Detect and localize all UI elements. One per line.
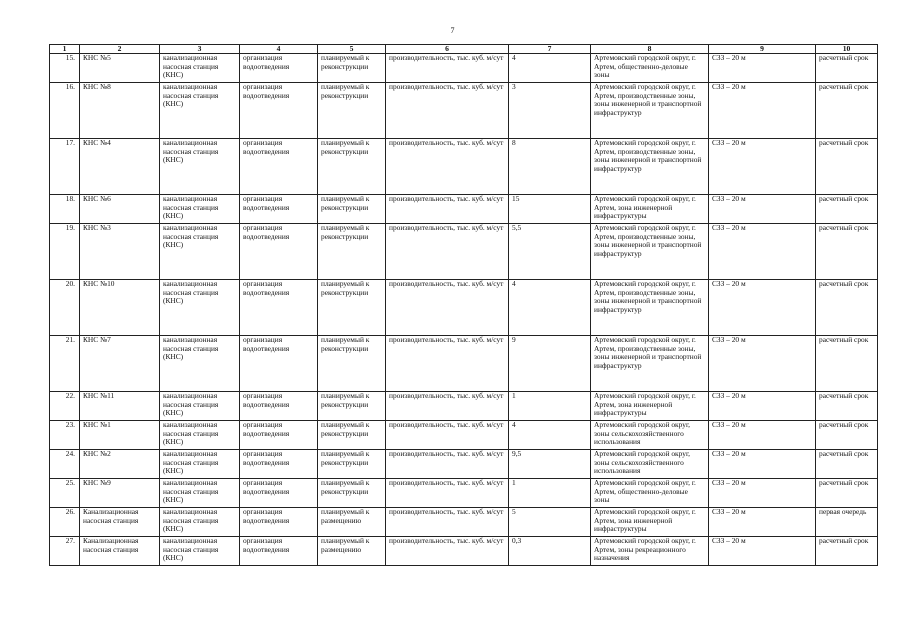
zone-cell: СЗЗ – 20 м [709,479,816,508]
status-cell: планируемый к реконструкции [318,421,386,450]
location-cell: Артемовский городской округ, г. Артем, производственные зоны, зоны инженерной и транспортной инфраструктур [591,280,709,336]
object-name-cell: КНС №3 [80,224,160,280]
purpose-cell: организация водоотведения [240,421,318,450]
term-cell: расчетный срок [816,421,878,450]
object-type-cell: канализационная насосная станция (КНС) [160,54,240,83]
status-cell: планируемый к реконструкции [318,224,386,280]
value-cell: 4 [509,421,591,450]
object-type-cell: канализационная насосная станция (КНС) [160,537,240,566]
table-row [50,537,878,566]
purpose-cell: организация водоотведения [240,508,318,537]
parameter-cell: производительность, тыс. куб. м/сут [386,508,509,537]
column-header: 6 [386,45,509,54]
parameter-cell: производительность, тыс. куб. м/сут [386,139,509,195]
location-cell: Артемовский городской округ, г. Артем, общественно-деловые зоны [591,54,709,83]
purpose-cell: организация водоотведения [240,537,318,566]
object-name-cell: КНС №8 [80,83,160,139]
term-cell: расчетный срок [816,479,878,508]
column-header: 8 [591,45,709,54]
row-number-cell: 24. [50,450,80,479]
purpose-cell: организация водоотведения [240,392,318,421]
term-cell: расчетный срок [816,450,878,479]
location-cell: Артемовский городской округ, г. Артем, производственные зоны, зоны инженерной и транспортной инфраструктур [591,224,709,280]
value-cell: 4 [509,54,591,83]
row-number-cell: 15. [50,54,80,83]
row-number-cell: 26. [50,508,80,537]
zone-cell: СЗЗ – 20 м [709,83,816,139]
purpose-cell: организация водоотведения [240,479,318,508]
term-cell: расчетный срок [816,195,878,224]
parameter-cell: производительность, тыс. куб. м/сут [386,537,509,566]
table-row [50,392,878,421]
object-type-cell: канализационная насосная станция (КНС) [160,450,240,479]
value-cell: 8 [509,139,591,195]
object-type-cell: канализационная насосная станция (КНС) [160,421,240,450]
table-row [50,450,878,479]
table-row [50,224,878,280]
column-header: 7 [509,45,591,54]
zone-cell: СЗЗ – 20 м [709,537,816,566]
object-name-cell: КНС №6 [80,195,160,224]
table-row [50,479,878,508]
column-header: 2 [80,45,160,54]
column-header: 9 [709,45,816,54]
value-cell: 15 [509,195,591,224]
row-number-cell: 18. [50,195,80,224]
object-type-cell: канализационная насосная станция (КНС) [160,195,240,224]
object-type-cell: канализационная насосная станция (КНС) [160,392,240,421]
term-cell: расчетный срок [816,280,878,336]
header-row [50,45,878,54]
purpose-cell: организация водоотведения [240,450,318,479]
location-cell: Артемовский городской округ, г. Артем, зона инженерной инфраструктуры [591,392,709,421]
status-cell: планируемый к реконструкции [318,195,386,224]
value-cell: 1 [509,479,591,508]
status-cell: планируемый к реконструкции [318,54,386,83]
zone-cell: СЗЗ – 20 м [709,421,816,450]
zone-cell: СЗЗ – 20 м [709,224,816,280]
parameter-cell: производительность, тыс. куб. м/сут [386,280,509,336]
status-cell: планируемый к реконструкции [318,336,386,392]
status-cell: планируемый к реконструкции [318,83,386,139]
zone-cell: СЗЗ – 20 м [709,508,816,537]
location-cell: Артемовский городской округ, г. Артем, общественно-деловые зоны [591,479,709,508]
status-cell: планируемый к реконструкции [318,479,386,508]
table-body [50,54,878,566]
column-header: 10 [816,45,878,54]
object-type-cell: канализационная насосная станция (КНС) [160,280,240,336]
parameter-cell: производительность, тыс. куб. м/сут [386,336,509,392]
status-cell: планируемый к размещению [318,537,386,566]
row-number-cell: 20. [50,280,80,336]
table-row [50,139,878,195]
table-row [50,195,878,224]
column-header: 4 [240,45,318,54]
parameter-cell: производительность, тыс. куб. м/сут [386,392,509,421]
zone-cell: СЗЗ – 20 м [709,54,816,83]
zone-cell: СЗЗ – 20 м [709,392,816,421]
parameter-cell: производительность, тыс. куб. м/сут [386,83,509,139]
location-cell: Артемовский городской округ, г. Артем, зона инженерной инфраструктуры [591,508,709,537]
purpose-cell: организация водоотведения [240,224,318,280]
term-cell: расчетный срок [816,224,878,280]
table-row [50,280,878,336]
object-name-cell: КНС №4 [80,139,160,195]
object-name-cell: КНС №11 [80,392,160,421]
value-cell: 4 [509,280,591,336]
row-number-cell: 17. [50,139,80,195]
object-name-cell: КНС №1 [80,421,160,450]
status-cell: планируемый к реконструкции [318,139,386,195]
table-row [50,421,878,450]
row-number-cell: 27. [50,537,80,566]
row-number-cell: 21. [50,336,80,392]
object-type-cell: канализационная насосная станция (КНС) [160,139,240,195]
object-name-cell: КНС №5 [80,54,160,83]
row-number-cell: 25. [50,479,80,508]
location-cell: Артемовский городской округ, г. Артем, производственные зоны, зоны инженерной и транспортной инфраструктур [591,83,709,139]
row-number-cell: 23. [50,421,80,450]
term-cell: расчетный срок [816,537,878,566]
purpose-cell: организация водоотведения [240,336,318,392]
parameter-cell: производительность, тыс. куб. м/сут [386,450,509,479]
location-cell: Артемовский городской округ, г. Артем, производственные зоны, зоны инженерной и транспортной инфраструктур [591,139,709,195]
parameter-cell: производительность, тыс. куб. м/сут [386,479,509,508]
zone-cell: СЗЗ – 20 м [709,336,816,392]
column-header: 1 [50,45,80,54]
object-name-cell: КНС №10 [80,280,160,336]
value-cell: 9 [509,336,591,392]
value-cell: 5 [509,508,591,537]
row-number-cell: 22. [50,392,80,421]
purpose-cell: организация водоотведения [240,195,318,224]
zone-cell: СЗЗ – 20 м [709,139,816,195]
object-name-cell: КНС №2 [80,450,160,479]
location-cell: Артемовский городской округ, зоны сельскохозяйственного использования [591,450,709,479]
value-cell: 1 [509,392,591,421]
object-name-cell: Канализационная насосная станция [80,508,160,537]
value-cell: 9,5 [509,450,591,479]
column-header: 5 [318,45,386,54]
object-name-cell: КНС №9 [80,479,160,508]
column-header: 3 [160,45,240,54]
location-cell: Артемовский городской округ, г. Артем, зона инженерной инфраструктуры [591,195,709,224]
term-cell: расчетный срок [816,139,878,195]
facilities-table [49,44,878,566]
table-row [50,336,878,392]
object-type-cell: канализационная насосная станция (КНС) [160,336,240,392]
object-type-cell: канализационная насосная станция (КНС) [160,224,240,280]
object-type-cell: канализационная насосная станция (КНС) [160,83,240,139]
row-number-cell: 16. [50,83,80,139]
table-row [50,54,878,83]
table-row [50,508,878,537]
parameter-cell: производительность, тыс. куб. м/сут [386,54,509,83]
row-number-cell: 19. [50,224,80,280]
location-cell: Артемовский городской округ, г. Артем, производственные зоны, зоны инженерной и транспортной инфраструктур [591,336,709,392]
term-cell: первая очередь [816,508,878,537]
zone-cell: СЗЗ – 20 м [709,450,816,479]
table-row [50,83,878,139]
location-cell: Артемовский городской округ, зоны сельскохозяйственного использования [591,421,709,450]
object-type-cell: канализационная насосная станция (КНС) [160,508,240,537]
purpose-cell: организация водоотведения [240,139,318,195]
object-type-cell: канализационная насосная станция (КНС) [160,479,240,508]
object-name-cell: КНС №7 [80,336,160,392]
parameter-cell: производительность, тыс. куб. м/сут [386,224,509,280]
term-cell: расчетный срок [816,392,878,421]
zone-cell: СЗЗ – 20 м [709,280,816,336]
value-cell: 3 [509,83,591,139]
term-cell: расчетный срок [816,54,878,83]
object-name-cell: Канализационная насосная станция [80,537,160,566]
zone-cell: СЗЗ – 20 м [709,195,816,224]
value-cell: 5,5 [509,224,591,280]
term-cell: расчетный срок [816,336,878,392]
parameter-cell: производительность, тыс. куб. м/сут [386,421,509,450]
page-number: 7 [450,26,455,35]
status-cell: планируемый к реконструкции [318,392,386,421]
purpose-cell: организация водоотведения [240,83,318,139]
location-cell: Артемовский городской округ, г. Артем, зоны рекреационного назначения [591,537,709,566]
purpose-cell: организация водоотведения [240,280,318,336]
term-cell: расчетный срок [816,83,878,139]
status-cell: планируемый к реконструкции [318,450,386,479]
value-cell: 0,3 [509,537,591,566]
status-cell: планируемый к реконструкции [318,280,386,336]
status-cell: планируемый к размещению [318,508,386,537]
purpose-cell: организация водоотведения [240,54,318,83]
parameter-cell: производительность, тыс. куб. м/сут [386,195,509,224]
